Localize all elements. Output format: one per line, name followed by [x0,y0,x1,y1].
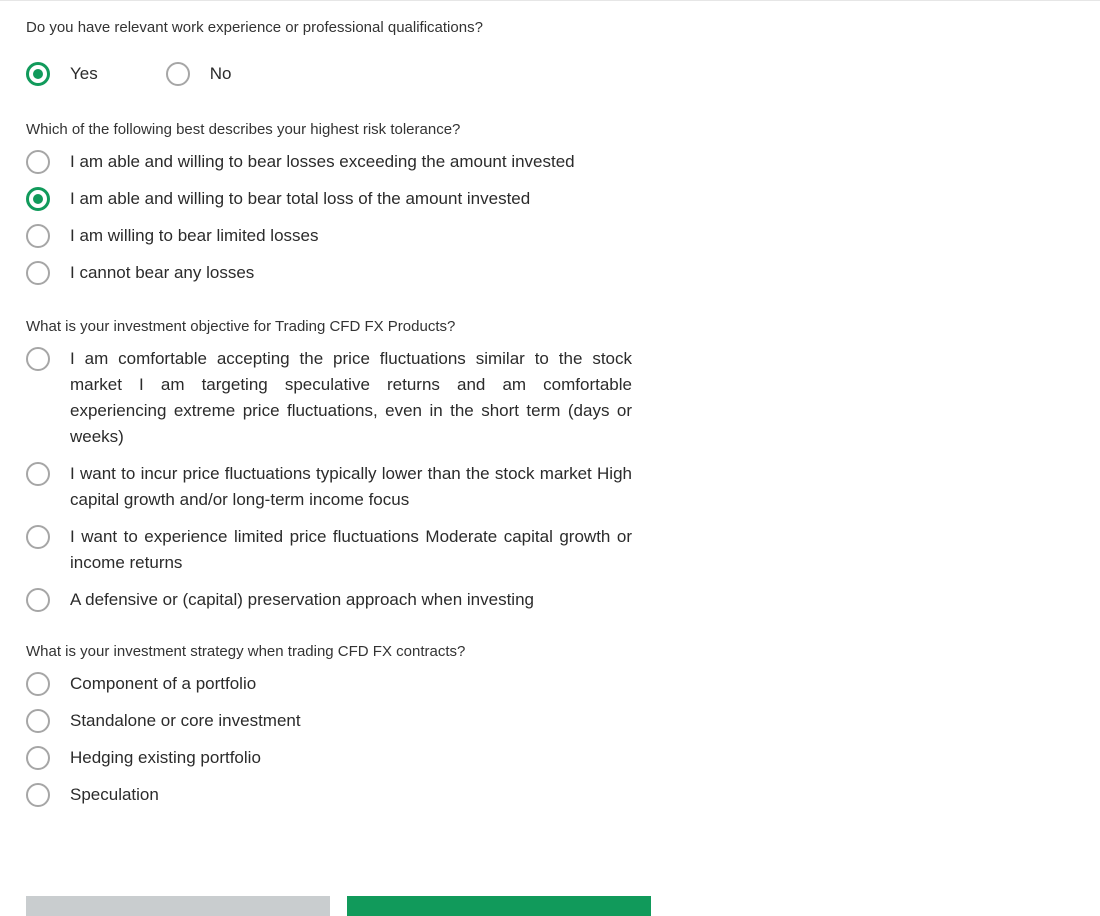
radio-unchecked-icon[interactable] [26,224,50,248]
radio-group-risk-tolerance [26,149,632,286]
radio-label: A defensive or (capital) preservation approach when investing [70,590,534,609]
radio-unchecked-icon[interactable] [26,347,50,371]
radio-group-investment-objective [26,346,632,613]
radio-option[interactable] [26,346,632,450]
question-text: Which of the following best describes your highest risk tolerance? [26,121,461,138]
question-risk-tolerance [26,121,632,286]
radio-option[interactable] [26,708,632,734]
radio-label: I want to experience limited price fluctuations Moderate capital growth or income returns [70,527,632,572]
radio-label: Speculation [70,785,159,804]
question-investment-objective [26,318,632,613]
question-text: Do you have relevant work experience or professional qualifications? [26,19,483,36]
radio-unchecked-icon[interactable] [26,462,50,486]
continue-button[interactable] [347,896,651,916]
radio-option[interactable] [26,671,632,697]
radio-label: I am able and willing to bear total loss of the amount invested [70,189,531,208]
radio-checked-icon[interactable] [26,187,50,211]
radio-unchecked-icon[interactable] [26,709,50,733]
radio-label: Yes [70,64,98,83]
radio-unchecked-icon[interactable] [26,261,50,285]
radio-unchecked-icon[interactable] [26,525,50,549]
radio-label: Hedging existing portfolio [70,748,261,767]
radio-label: I am comfortable accepting the price fluctuations similar to the stock market I am targeting speculative returns and am comfortable experiencing extreme price fluctuations, even in the short term (days or weeks) [70,349,632,446]
radio-unchecked-icon[interactable] [26,150,50,174]
radio-checked-icon[interactable] [26,62,50,86]
radio-label: I want to incur price fluctuations typically lower than the stock market High capital growth and/or long-term income focus [70,464,632,509]
radio-option[interactable] [26,186,632,212]
radio-option-yes[interactable] [26,61,98,87]
radio-option[interactable] [26,587,632,613]
radio-group-investment-strategy [26,671,632,808]
radio-option[interactable] [26,782,632,808]
radio-unchecked-icon[interactable] [166,62,190,86]
radio-option[interactable] [26,461,632,513]
radio-option[interactable] [26,223,632,249]
radio-unchecked-icon[interactable] [26,588,50,612]
radio-option-no[interactable] [166,61,232,87]
radio-unchecked-icon[interactable] [26,746,50,770]
back-button[interactable] [26,896,330,916]
radio-label: I am able and willing to bear losses exceeding the amount invested [70,152,575,171]
top-divider [0,0,1100,1]
radio-group-experience [26,60,632,88]
radio-label: No [209,64,232,83]
radio-unchecked-icon[interactable] [26,672,50,696]
radio-option[interactable] [26,745,632,771]
radio-unchecked-icon[interactable] [26,783,50,807]
question-text: What is your investment strategy when trading CFD FX contracts? [26,643,466,660]
radio-option[interactable] [26,260,632,286]
radio-option[interactable] [26,524,632,576]
radio-label: Standalone or core investment [70,711,301,730]
question-investment-strategy [26,643,632,808]
radio-label: Component of a portfolio [70,674,257,693]
question-experience [26,19,632,88]
question-text: What is your investment objective for Trading CFD FX Products? [26,318,456,335]
radio-label: I cannot bear any losses [70,263,255,282]
radio-label: I am willing to bear limited losses [70,226,319,245]
questionnaire-form [26,19,632,819]
radio-option[interactable] [26,149,632,175]
